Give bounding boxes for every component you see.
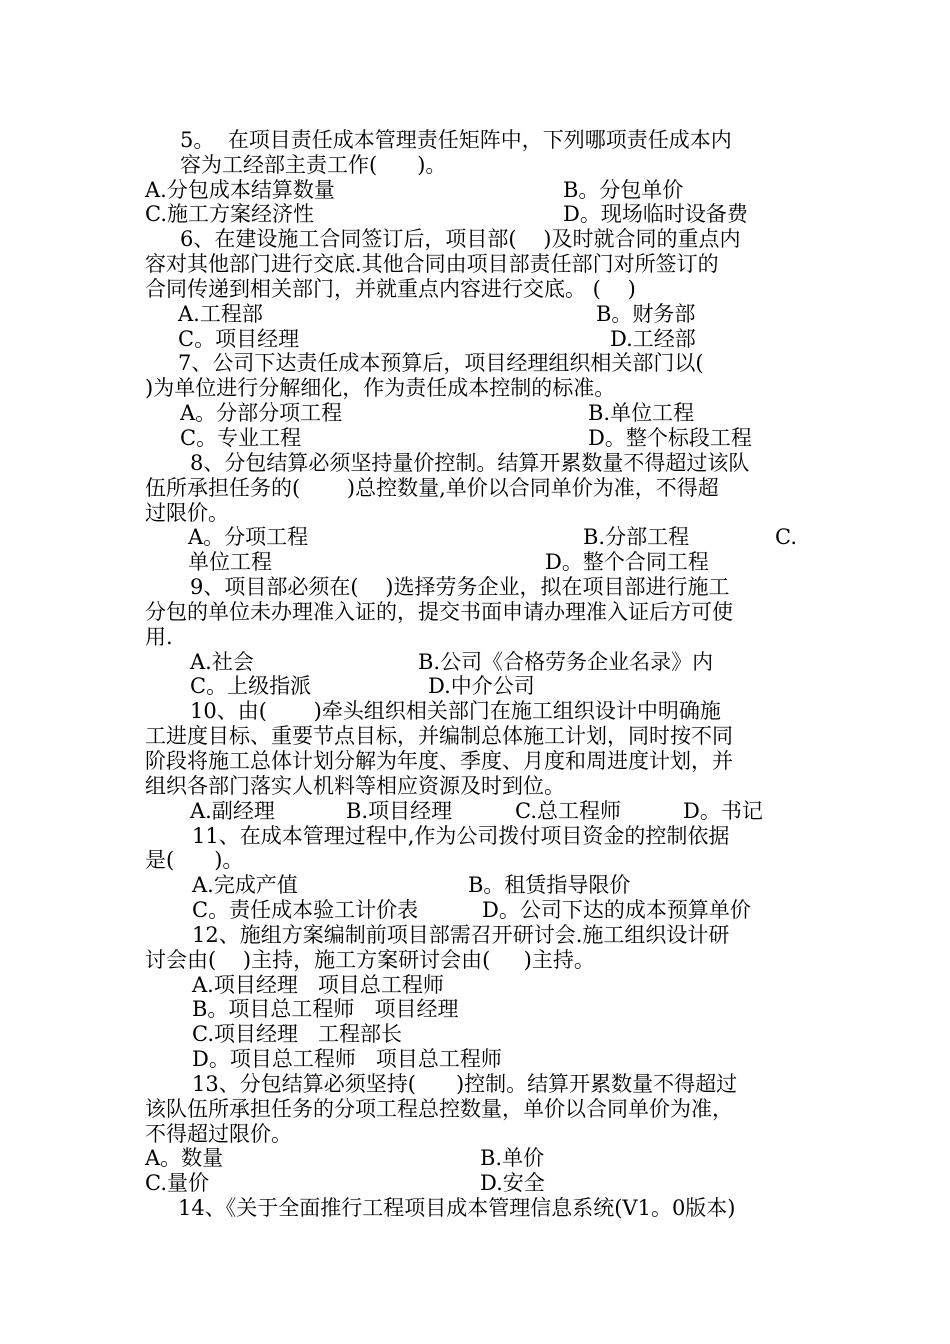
option-text: 单位工程 [188, 550, 272, 574]
option-text: A。数量 [145, 1146, 224, 1170]
text-line: 组织各部门落实人机料等相应资源及时到位。 [145, 774, 565, 798]
option-text: B。租赁指导限价 [468, 873, 631, 897]
option-text: A.完成产值 [192, 873, 298, 897]
text-line: 容为工经部主责工作( )。 [180, 153, 447, 177]
text-line: )为单位进行分解细化，作为责任成本控制的标准。 [145, 376, 616, 400]
text-line: 工进度目标、重要节点目标，并编制总体施工计划，同时按不同 [145, 724, 733, 748]
option-text: A。分项工程 [188, 525, 309, 549]
option-text: C.量价 [145, 1171, 209, 1195]
option-text: D。整个合同工程 [545, 550, 709, 574]
text-line: 过限价。 [145, 501, 229, 525]
option-text: B.项目经理 [346, 799, 453, 823]
option-text: D。整个标段工程 [588, 426, 752, 450]
text-line: 13、分包结算必须坚持( )控制。结算开累数量不得超过 [192, 1072, 738, 1096]
option-text: C。项目经理 [178, 327, 300, 351]
option-text: C.总工程师 [515, 799, 621, 823]
option-text: B。分包单价 [563, 178, 684, 202]
option-text: D。现场临时设备费 [563, 202, 748, 226]
text-line: 10、由( )牵头组织相关部门在施工组织设计中明确施 [190, 699, 721, 723]
option-text: B.分部工程 [583, 525, 690, 549]
text-line: 是( )。 [145, 848, 244, 872]
option-text: A.社会 [190, 650, 254, 674]
text-line: 合同传递到相关部门，并就重点内容进行交底。 ( ) [145, 277, 636, 301]
text-line: 分包的单位未办理准入证的，提交书面申请办理准入证后方可使 [145, 600, 733, 624]
text-line: 阶段将施工总体计划分解为年度、季度、月度和周进度计划，并 [145, 749, 733, 773]
option-text: D。公司下达的成本预算单价 [482, 898, 751, 922]
option-text: B.单位工程 [588, 401, 695, 425]
option-text: D.安全 [480, 1171, 545, 1195]
option-text: A。分部分项工程 [180, 401, 343, 425]
text-line: 讨会由( )主持，施工方案研讨会由( )主持。 [145, 948, 595, 972]
option-text: B。财务部 [596, 302, 696, 326]
option-text: B。项目总工程师 项目经理 [192, 997, 459, 1021]
text-line: 14、《关于全面推行工程项目成本管理信息系统(V1。0版本) [178, 1196, 736, 1220]
option-text: D。项目总工程师 项目总工程师 [192, 1047, 502, 1071]
option-text: A.分包成本结算数量 [145, 178, 335, 202]
option-text: C. [775, 525, 797, 549]
text-line: 容对其他部门进行交底.其他合同由项目部责任部门对所签订的 [145, 252, 719, 276]
option-text: A.副经理 [190, 799, 275, 823]
text-line: 11、在成本管理过程中,作为公司拨付项目资金的控制依据 [192, 824, 730, 848]
option-text: A.工程部 [178, 302, 263, 326]
option-text: D.工经部 [610, 327, 696, 351]
text-line: 不得超过限价。 [145, 1122, 292, 1146]
text-line: 7、公司下达责任成本预算后，项目经理组织相关部门以( [178, 351, 704, 375]
option-text: B.公司《合格劳务企业名录》内 [418, 650, 714, 674]
option-text: A.项目经理 项目总工程师 [192, 973, 444, 997]
text-line: 6、在建设施工合同签订后，项目部( )及时就合同的重点内 [180, 227, 741, 251]
option-text: C。上级指派 [190, 674, 312, 698]
option-text: C。专业工程 [180, 426, 302, 450]
option-text: C.项目经理 工程部长 [192, 1022, 403, 1046]
text-line: 8、分包结算必须坚持量价控制。结算开累数量不得超过该队 [190, 451, 750, 475]
option-text: D。书记 [683, 799, 763, 823]
text-line: 9、项目部必须在( )选择劳务企业，拟在项目部进行施工 [190, 575, 730, 599]
option-text: D.中介公司 [428, 674, 535, 698]
text-line: 用. [145, 625, 173, 649]
text-line: 该队伍所承担任务的分项工程总控数量，单价以合同单价为准， [145, 1097, 733, 1121]
text-line: 伍所承担任务的( )总控数量,单价以合同单价为准，不得超 [145, 476, 719, 500]
option-text: C。责任成本验工计价表 [192, 898, 419, 922]
text-line: 12、施组方案编制前项目部需召开研讨会.施工组织设计研 [192, 923, 730, 947]
option-text: C.施工方案经济性 [145, 202, 314, 226]
text-line: 5。 在项目责任成本管理责任矩阵中，下列哪项责任成本内 [180, 128, 732, 152]
option-text: B.单价 [480, 1146, 545, 1170]
